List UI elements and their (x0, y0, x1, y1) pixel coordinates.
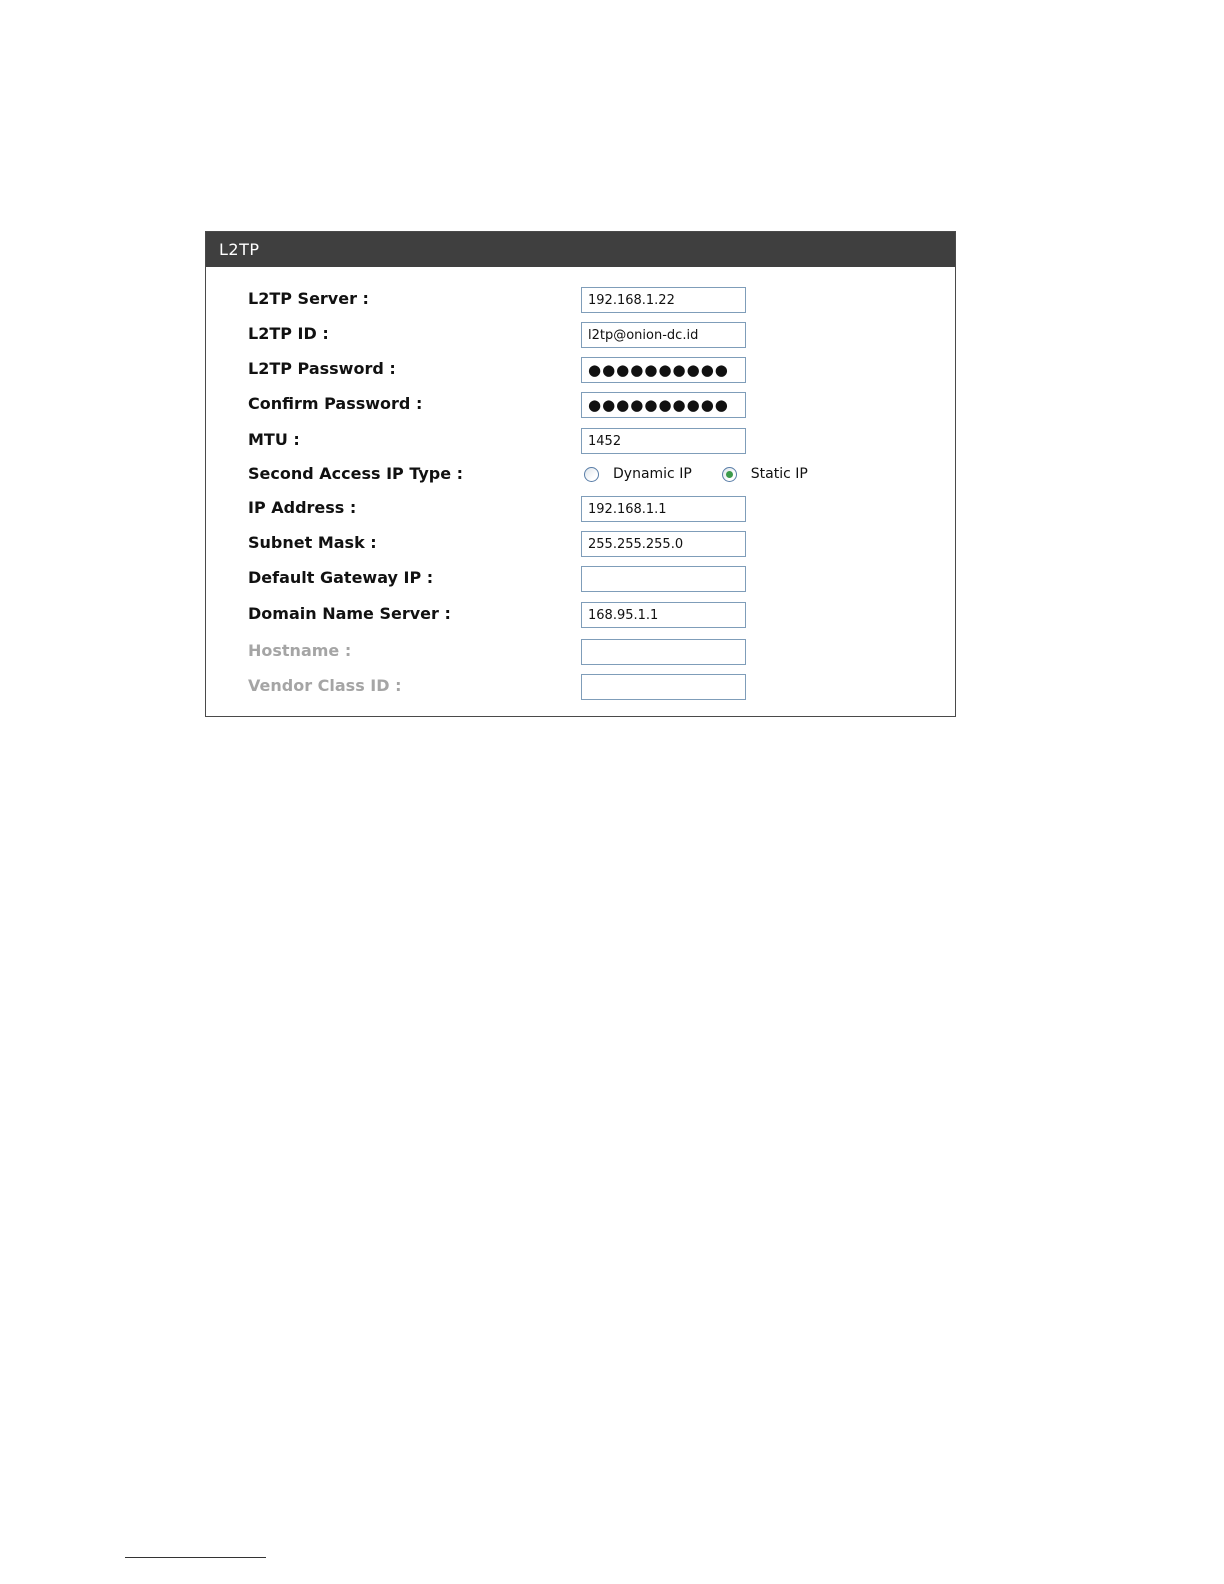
second-access-radio-group (584, 460, 838, 488)
radio-dynamic-ip[interactable] (584, 466, 692, 482)
row-vendor-class-id (206, 672, 955, 700)
vendor-class-id-label: Vendor Class ID : (248, 676, 402, 695)
row-l2tp-id (206, 320, 955, 348)
radio-static-ip-label: Static IP (750, 466, 808, 482)
radio-checked-icon[interactable] (722, 467, 737, 482)
row-l2tp-password (206, 355, 955, 383)
confirm-password-input[interactable] (581, 392, 746, 418)
row-mtu (206, 426, 955, 454)
radio-dynamic-ip-label: Dynamic IP (613, 466, 692, 482)
row-second-access-ip-type (206, 460, 955, 488)
row-subnet-mask (206, 529, 955, 557)
l2tp-password-label: L2TP Password : (248, 359, 396, 378)
row-domain-name-server (206, 600, 955, 628)
footnote-divider (125, 1557, 266, 1558)
panel-title: L2TP (206, 232, 955, 267)
row-confirm-password (206, 390, 955, 418)
row-default-gateway (206, 564, 955, 592)
default-gateway-input[interactable] (581, 566, 746, 592)
subnet-mask-input[interactable] (581, 531, 746, 557)
hostname-label: Hostname : (248, 641, 352, 660)
hostname-input (581, 639, 746, 665)
mtu-label: MTU : (248, 430, 300, 449)
l2tp-server-input[interactable] (581, 287, 746, 313)
domain-name-server-input[interactable] (581, 602, 746, 628)
l2tp-password-input[interactable] (581, 357, 746, 383)
ip-address-input[interactable] (581, 496, 746, 522)
l2tp-id-label: L2TP ID : (248, 324, 329, 343)
row-l2tp-server (206, 285, 955, 313)
default-gateway-label: Default Gateway IP : (248, 568, 434, 587)
ip-address-label: IP Address : (248, 498, 357, 517)
l2tp-panel (205, 231, 956, 717)
radio-unchecked-icon[interactable] (584, 467, 599, 482)
l2tp-id-input[interactable] (581, 322, 746, 348)
mtu-input[interactable] (581, 428, 746, 454)
vendor-class-id-input (581, 674, 746, 700)
subnet-mask-label: Subnet Mask : (248, 533, 377, 552)
domain-name-server-label: Domain Name Server : (248, 604, 451, 623)
row-ip-address (206, 494, 955, 522)
confirm-password-label: Confirm Password : (248, 394, 423, 413)
radio-static-ip[interactable] (722, 466, 808, 482)
row-hostname (206, 637, 955, 665)
second-access-ip-type-label: Second Access IP Type : (248, 464, 464, 483)
l2tp-server-label: L2TP Server : (248, 289, 369, 308)
